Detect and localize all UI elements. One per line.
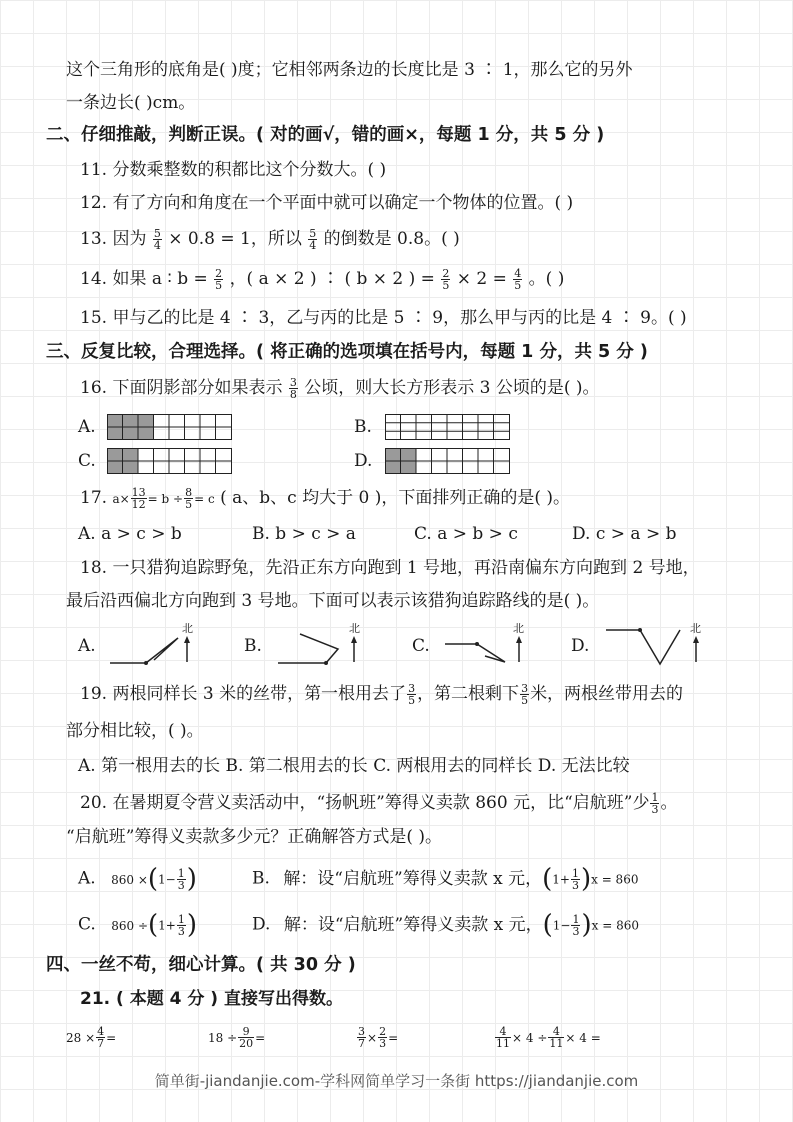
calc3-f2-num: 2	[379, 1025, 387, 1038]
q19-f1-num: 3	[408, 682, 416, 695]
q16-fraction	[289, 377, 298, 400]
q16-option-b-label: B.	[354, 417, 372, 437]
q17-option-a: A. a > c > b	[78, 524, 182, 544]
q14-f2-den: 5	[442, 279, 450, 292]
q18-north-d: 北	[690, 622, 701, 635]
q20-b-text: 解：设“启航班”筹得义卖款 x 元，	[283, 868, 543, 889]
question-20-line2: “启航班”筹得义卖款多少元？正确解答方式是( )。	[66, 827, 443, 847]
q20-option-d	[252, 912, 639, 938]
q14-part-c: × 2 =	[456, 269, 507, 289]
q17-formula-c: = c	[194, 492, 215, 506]
calc3-fraction-2	[378, 1026, 387, 1049]
q20-c-rparen: )	[186, 910, 198, 940]
q20-c-one: 1	[158, 918, 166, 933]
q20-option-a	[78, 866, 197, 892]
q13-frac2-den: 4	[309, 239, 317, 252]
q17-f2-num: 8	[185, 486, 193, 499]
calc2-f-num: 9	[238, 1026, 254, 1038]
q18-option-c-label: C.	[412, 636, 430, 656]
q13-part-a: 13. 因为	[80, 229, 147, 249]
calc3-f1-den: 7	[358, 1037, 365, 1050]
q16-part-b: 公顷，则大长方形表示 3 公顷的是( )。	[304, 378, 600, 398]
calc2-a: 18 ÷	[208, 1031, 238, 1045]
q20-f-num: 1	[651, 791, 659, 804]
q20-c-lparen: (	[148, 910, 159, 940]
q17-option-d: D. c > a > b	[572, 524, 677, 544]
q20-d-f-num: 1	[572, 912, 580, 926]
q17-fraction-1	[131, 487, 147, 510]
calc2-eq: =	[255, 1031, 266, 1045]
q18-north-b: 北	[349, 622, 360, 635]
q16-frac-den: 8	[289, 388, 297, 401]
q20-d-x-eq: x = 860	[591, 918, 639, 933]
q20-c-f-num: 1	[177, 912, 185, 926]
calc4-f1-num: 4	[495, 1026, 511, 1038]
q20-b-x-eq: x = 860	[591, 872, 639, 887]
q19-f2-den: 5	[521, 694, 529, 707]
q20-b-f-num: 1	[571, 866, 579, 880]
question-18-line1: 18. 一只猎狗追踪野兔，先沿正东方向跑到 1 号地，再沿南偏东方向跑到 2 号地，	[80, 558, 700, 578]
calc4-f2-den: 11	[549, 1037, 564, 1050]
calc3-f2-den: 3	[379, 1037, 387, 1050]
q17-option-b: B. b > c > a	[252, 524, 356, 544]
calc1-eq: =	[106, 1031, 117, 1045]
q16-option-c-label: C.	[78, 451, 96, 471]
q19-part-a: 19. 两根同样长 3 米的丝带，第一根用去了	[80, 684, 407, 704]
question-16	[80, 377, 600, 400]
question-19-line2: 部分相比较，( )。	[66, 721, 204, 741]
question-11: 11. 分数乘整数的积都比这个分数大。( )	[80, 160, 387, 180]
q20-b-fraction	[571, 868, 580, 891]
calc-item-3	[356, 1026, 398, 1049]
q20-c-plus: +	[165, 918, 176, 933]
calc-item-4	[494, 1026, 601, 1049]
q20-fraction	[650, 792, 659, 815]
q14-fraction-1	[214, 268, 223, 291]
q16-option-a-label: A.	[78, 417, 96, 437]
q18-option-b-label: B.	[244, 636, 262, 656]
q14-fraction-3	[513, 268, 522, 291]
calc2-f-den: 20	[239, 1037, 254, 1050]
calc1-f-num: 4	[97, 1025, 105, 1038]
q20-d-f-den: 3	[572, 924, 580, 938]
calc-item-1	[66, 1026, 116, 1049]
question-20-line1	[80, 792, 677, 815]
q17-formula-b: = b ÷	[147, 492, 184, 506]
q20-d-fraction	[571, 914, 580, 937]
q20-b-f-den: 3	[571, 878, 579, 892]
q20-f-den: 3	[651, 803, 659, 816]
q14-part-d: 。( )	[528, 269, 565, 289]
q14-f1-den: 5	[215, 279, 223, 292]
q17-f1-den: 12	[131, 498, 146, 511]
question-17	[80, 487, 570, 510]
q20-d-lparen: (	[542, 910, 553, 940]
section-2-heading: 二、仔细推敲，判断正误。( 对的画√，错的画×，每题 1 分，共 5 分 )	[46, 125, 605, 145]
section-3-heading: 三、反复比较，合理选择。( 将正确的选项填在括号内，每题 1 分，共 5 分 )	[46, 342, 648, 362]
q20-d-minus: −	[560, 918, 571, 933]
q14-part-a: 14. 如果 a ∶ b =	[80, 269, 208, 289]
question-15: 15. 甲与乙的比是 4 ∶ 3，乙与丙的比是 5 ∶ 9，那么甲与丙的比是 4 ∶ 9。( )	[80, 308, 687, 328]
q13-frac-den: 4	[153, 239, 161, 252]
question-13	[80, 228, 460, 251]
q16-frac-num: 3	[289, 376, 297, 389]
q16-part-a: 16. 下面阴影部分如果表示	[80, 378, 283, 398]
q20-option-b	[252, 866, 638, 892]
q20-b-lparen: (	[542, 864, 553, 894]
calc3-f1-num: 3	[358, 1025, 365, 1038]
q17-fraction-2	[184, 487, 193, 510]
calc4-f1-den: 11	[496, 1037, 510, 1050]
q13-fraction-2	[308, 228, 317, 251]
q18-north-a: 北	[182, 622, 193, 635]
q20-d-rparen: )	[581, 910, 592, 940]
q17-formula-a: a×	[112, 492, 130, 506]
q20-a-f-den: 3	[177, 878, 185, 892]
q19-fraction-2	[520, 683, 529, 706]
q18-option-a-label: A.	[78, 636, 96, 656]
question-14	[80, 268, 564, 291]
calc3-times: ×	[367, 1031, 378, 1045]
q13-part-b: × 0.8 = 1，所以	[168, 229, 302, 249]
q19-f2-num: 3	[521, 682, 529, 695]
q16-grid-b	[385, 414, 510, 440]
q20-d-one: 1	[552, 918, 561, 933]
calc4-fraction-2	[548, 1026, 564, 1049]
calc1-f-den: 7	[97, 1037, 105, 1050]
q20-b-one: 1	[552, 872, 560, 887]
q20-a-fraction	[177, 868, 186, 891]
q20-a-expr: 860 ×	[111, 872, 148, 887]
calc4-f2-num: 4	[548, 1026, 564, 1038]
q-top-line2: 一条边长( )cm。	[66, 93, 196, 113]
calc2-fraction	[238, 1026, 254, 1049]
question-21: 21. ( 本题 4 分 ) 直接写出得数。	[80, 989, 343, 1009]
q13-frac-num: 5	[153, 227, 161, 240]
q17-f2-den: 5	[185, 498, 193, 511]
q14-f2-num: 2	[442, 267, 450, 280]
q16-grid-a	[107, 414, 232, 440]
q16-option-d-label: D.	[354, 451, 373, 471]
question-18-line2: 最后沿西偏北方向跑到 3 号地。下面可以表示该猎狗追踪路线的是( )。	[66, 591, 600, 611]
q19-fraction-1	[407, 683, 416, 706]
q20-part-b: 。	[660, 793, 678, 813]
q17-number: 17.	[80, 488, 108, 508]
q19-f1-den: 5	[408, 694, 416, 707]
q20-c-label: C.	[78, 914, 96, 935]
calc4-a: × 4 ÷	[512, 1031, 548, 1045]
q13-frac2-num: 5	[309, 227, 317, 240]
section-4-heading: 四、一丝不苟，细心计算。( 共 30 分 )	[46, 955, 356, 975]
q20-a-lparen: (	[147, 864, 159, 894]
q19-part-b: ，第二根剩下	[417, 684, 520, 704]
q20-c-expr: 860 ÷	[111, 918, 148, 933]
calc1-fraction	[96, 1026, 105, 1049]
q17-option-c: C. a > b > c	[414, 524, 518, 544]
q20-c-f-den: 3	[177, 924, 185, 938]
q17-f1-num: 13	[131, 486, 146, 499]
calc-item-2	[208, 1026, 265, 1049]
q13-part-c: 的倒数是 0.8。( )	[323, 229, 460, 249]
q16-grid-c	[107, 448, 232, 474]
calc3-eq: =	[388, 1031, 399, 1045]
calc4-b: × 4 =	[565, 1031, 601, 1045]
q20-c-fraction	[177, 914, 186, 937]
question-19-line1	[80, 683, 683, 706]
q19-part-c: 米，两根丝带用去的	[530, 684, 684, 704]
footer-watermark: 简单街-jiandanjie.com-学科网简单学习一条街 https://jiandanjie.com	[154, 1072, 639, 1090]
q20-b-label: B.	[252, 868, 270, 889]
question-12: 12. 有了方向和角度在一个平面中就可以确定一个物体的位置。( )	[80, 193, 574, 213]
q20-option-c	[78, 912, 197, 938]
q20-a-label: A.	[78, 868, 96, 889]
q20-a-one: 1	[158, 872, 166, 887]
q14-f1-num: 2	[215, 267, 223, 280]
q20-d-label: D.	[252, 914, 271, 935]
q-top-line1: 这个三角形的底角是( )度；它相邻两条边的长度比是 3 ∶ 1，那么它的另外	[66, 60, 633, 80]
q20-a-rparen: )	[186, 864, 197, 894]
calc3-fraction-1	[357, 1026, 366, 1049]
calc1-a: 28 ×	[66, 1031, 96, 1045]
q20-b-rparen: )	[580, 864, 592, 894]
q13-fraction-1	[153, 228, 162, 251]
calc4-fraction-1	[495, 1026, 511, 1049]
q20-a-f-num: 1	[177, 866, 185, 880]
q19-options: A. 第一根用去的长 B. 第二根用去的长 C. 两根用去的同样长 D. 无法比较	[78, 756, 630, 776]
q14-f3-num: 4	[514, 267, 522, 280]
q20-b-plus: +	[559, 872, 570, 887]
q18-option-d-label: D.	[571, 636, 590, 656]
q17-text: ( a、b、c 均大于 0 )，下面排列正确的是( )。	[220, 488, 570, 508]
q18-north-c: 北	[513, 622, 524, 635]
q14-part-b: ，( a × 2 ) ∶ ( b × 2 ) =	[229, 269, 435, 289]
q14-fraction-2	[441, 268, 450, 291]
q14-f3-den: 5	[514, 279, 522, 292]
q16-grid-d	[385, 448, 510, 474]
q20-a-minus: −	[165, 872, 176, 887]
q20-d-text: 解：设“启航班”筹得义卖款 x 元，	[283, 914, 543, 935]
q20-part-a: 20. 在暑期夏令营义卖活动中，“扬帆班”筹得义卖款 860 元，比“启航班”少	[80, 793, 650, 813]
